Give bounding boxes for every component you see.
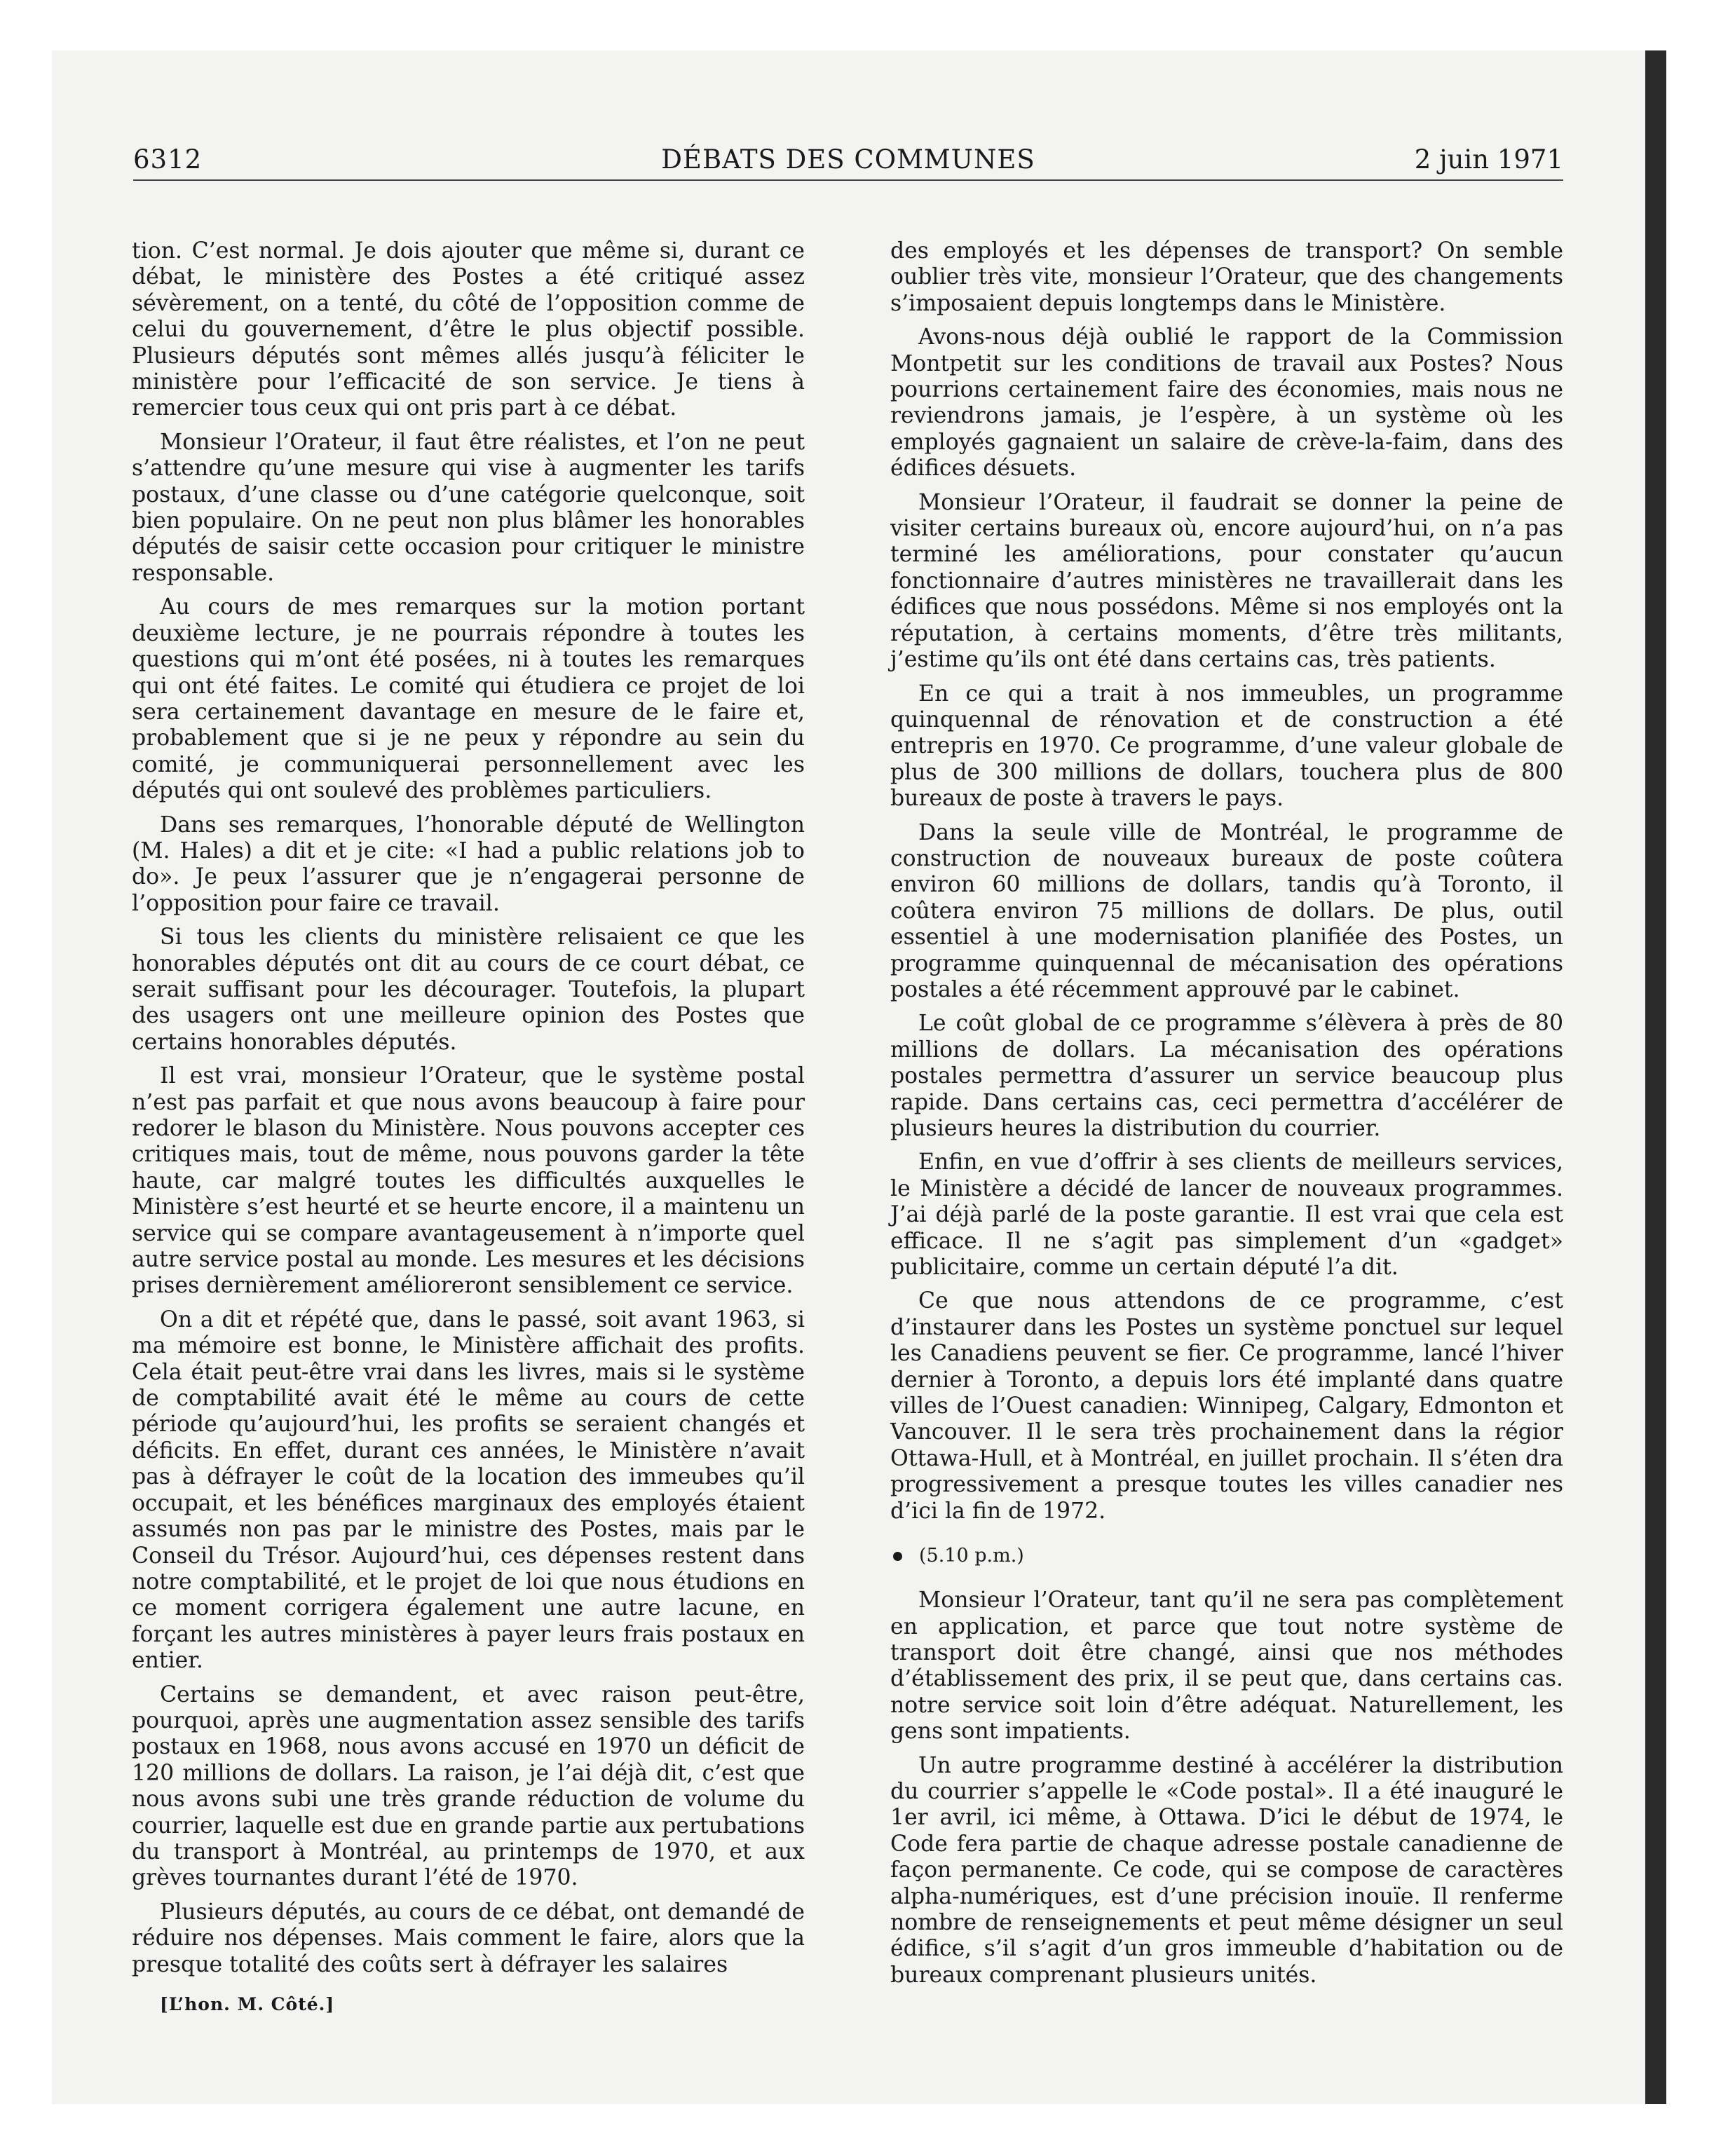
paragraph: En ce qui a trait à nos immeubles, un programme quinquennal de rénovation et de construction a été entrepris en 1970. Ce programme, d’une valeur globale de plus de 300 millions de dollars, touchera plus de 800 bureaux de poste à travers le pays. (890, 681, 1563, 812)
paragraph: Si tous les clients du ministère relisaient ce que les honorables députés ont dit au cours de ce court débat, ce serait suffisant pour les décourager. Toutefois, la plupart des usagers ont une meilleure opinion des Postes que certains honorables députés. (132, 925, 805, 1055)
paragraph: Enfin, en vue d’offrir à ses clients de meilleurs services, le Ministère a décidé de lancer de nouveaux programmes. J’ai déjà parlé de la poste garantie. Il est vrai que cela est efficace. Il ne s’agit pas simplement d’un «gadget» publicitaire, comme un certain député l’a dit. (890, 1149, 1563, 1281)
header-rule (133, 179, 1563, 181)
paragraph: On a dit et répété que, dans le passé, soit avant 1963, si ma mémoire est bonne, le Ministère affichait des profits. Cela était peut-être vrai dans les livres, mais si le système de comptabilité avait été le même au cours de cette période qu’aujourd’hui, les profits se seraient changés et déficits. En effet, durant ces années, le Ministère n’avait pas à défrayer le coût de la location des immeubes qu’il occupait, et les bénéfices marginaux des employés étaient assumés non pas par le ministre des Postes, mais par le Conseil du Trésor. Aujourd’hui, ces dépenses restent dans notre comptabilité, et le projet de loi que nous étudions en ce moment corrigera également une autre lacune, en forçant les autres ministères à payer leurs frais postaux en entier. (132, 1306, 805, 1674)
right-column (890, 238, 1563, 1996)
left-column (132, 238, 805, 2016)
paragraph: tion. C’est normal. Je dois ajouter que même si, durant ce débat, le ministère des Postes a été critiqué assez sévèrement, on a tenté, du côté de l’opposition comme de celui du gouvernement, d’être le plus objectif possible. Plusieurs députés sont mêmes allés jusqu’à féliciter le ministère pour l’efficacité de son service. Je tiens à remercier tous ceux qui ont pris part à ce débat. (132, 238, 805, 421)
bullet-icon (893, 1552, 902, 1561)
paragraph: Dans ses remarques, l’honorable député de Wellington (M. Hales) a dit et je cite: «I had a public relations job to do». Je peux l’assurer que je n’engagerai personne de l’opposition pour faire ce travail. (132, 812, 805, 916)
publication-title: DÉBATS DES COMMUNES (661, 144, 1035, 175)
paragraph: Un autre programme destiné à accélérer la distribution du courrier s’appelle le «Code postal». Il a été inauguré le 1er avril, ici même, à Ottawa. D’ici le début de 1974, le Code fera partie de chaque adresse postale canadienne de façon permanente. Ce code, qui se compose de caractères alpha-numériques, est d’une précision inouïe. Il renferme nombre de renseignements et peut même désigner un seul édifice, s’il s’agit d’un gros immeuble d’habitation ou de bureaux comprenant plusieurs unités. (890, 1752, 1563, 1988)
paragraph: Monsieur l’Orateur, il faut être réalistes, et l’on ne peut s’attendre qu’une mesure qui vise à augmenter les tarifs postaux, d’une classe ou d’une catégorie quelconque, soit bien populaire. On ne peut non plus blâmer les honorables députés de saisir cette occasion pour critiquer le ministre responsable. (132, 429, 805, 586)
page-number: 6312 (133, 144, 203, 175)
paragraph: Ce que nous attendons de ce programme, c’est d’instaurer dans les Postes un système ponctuel sur lequel les Canadiens peuvent se fier. Ce programme, lancé l’hiver dernier à Toronto, a depuis lors été implanté dans quatre villes de l’Ouest canadien: Winnipeg, Calgary, Edmonton et Vancouver. Il le sera très prochainement dans la régior Ottawa-Hull, et à Montréal, en juillet prochain. Il s’éten dra progressivement a presque toutes les villes canadier nes d’ici la fin de 1972. (890, 1288, 1563, 1524)
paragraph: Au cours de mes remarques sur la motion portant deuxième lecture, je ne pourrais répondre à toutes les questions qui m’ont été posées, ni à toutes les remarques qui ont été faites. Le comité qui étudiera ce projet de loi sera certainement davantage en mesure de le faire et, probablement que si je ne peux y répondre au sein du comité, je communiquerai personnellement avec les députés qui ont soulevé des problèmes particuliers. (132, 594, 805, 804)
issue-date: 2 juin 1971 (1414, 144, 1563, 175)
speaker-byline: [L’hon. M. Côté.] (160, 1994, 335, 2014)
paragraph: Avons-nous déjà oublié le rapport de la Commission Montpetit sur les conditions de travail aux Postes? Nous pourrions certainement faire des économies, mais nous ne reviendrons jamais, je l’espère, à un système où les employés gagnaient un salaire de crève-la-faim, dans des édifices désuets. (890, 325, 1563, 482)
paragraph: Monsieur l’Orateur, il faudrait se donner la peine de visiter certains bureaux où, encore aujourd’hui, on n’a pas terminé les améliorations, pour constater qu’aucun fonctionnaire d’autres ministères ne travaillerait dans les édifices que nous possédons. Même si nos employés ont la réputation, à certains moments, d’être très militants, j’estime qu’ils ont été dans certains cas, très patients. (890, 489, 1563, 673)
scan-edge-shadow (1645, 50, 1666, 2104)
time-marker-text: (5.10 p.m.) (919, 1545, 1024, 1567)
paragraph: Monsieur l’Orateur, tant qu’il ne sera pas complètement en application, et parce que tout notre système de transport doit être changé, ainsi que nos méthodes d’établissement des prix, il se peut que, dans certains cas. notre service soit loin d’être adéquat. Naturellement, les gens sont impatients. (890, 1588, 1563, 1745)
paragraph: des employés et les dépenses de transport? On semble oublier très vite, monsieur l’Orateur, que des changements s’imposaient depuis longtemps dans le Ministère. (890, 238, 1563, 316)
paragraph: Il est vrai, monsieur l’Orateur, que le système postal n’est pas parfait et que nous avons beaucoup à faire pour redorer le blason du Ministère. Nous pouvons accepter ces critiques mais, tout de même, nous pouvons garder la tête haute, car malgré toutes les difficultés auxquelles le Ministère s’est heurté et se heurte encore, il a maintenu un service qui se compare avantageusement à n’importe quel autre service postal au monde. Les mesures et les décisions prises dernièrement amélioreront sensiblement ce service. (132, 1063, 805, 1299)
paragraph: Certains se demandent, et avec raison peut-être, pourquoi, après une augmentation assez sensible des tarifs postaux en 1968, nous avons accusé en 1970 un déficit de 120 millions de dollars. La raison, je l’ai déjà dit, c’est que nous avons subi une très grande réduction de volume du courrier, laquelle est due en grande partie aux pertubations du transport à Montréal, au printemps de 1970, et aux grèves tournantes durant l’été de 1970. (132, 1681, 805, 1891)
page-header (133, 140, 1563, 179)
paragraph: Plusieurs députés, au cours de ce débat, ont demandé de réduire nos dépenses. Mais comment le faire, alors que la presque totalité des coûts sert à défrayer les salaires (132, 1899, 805, 1977)
paragraph: Le coût global de ce programme s’élèvera à près de 80 millions de dollars. La mécanisation des opérations postales permettra d’assurer un service beaucoup plus rapide. Dans certains cas, ceci permettra d’accélérer de plusieurs heures la distribution du courrier. (890, 1011, 1563, 1141)
paragraph: Dans la seule ville de Montréal, le programme de construction de nouveaux bureaux de poste coûtera environ 60 millions de dollars, tandis qu’à Toronto, il coûtera environ 75 millions de dollars. De plus, outil essentiel à une modernisation planifiée des Postes, un programme quinquennal de mécanisation des opérations postales a été récemment approuvé par le cabinet. (890, 819, 1563, 1002)
time-marker (890, 1544, 1563, 1568)
